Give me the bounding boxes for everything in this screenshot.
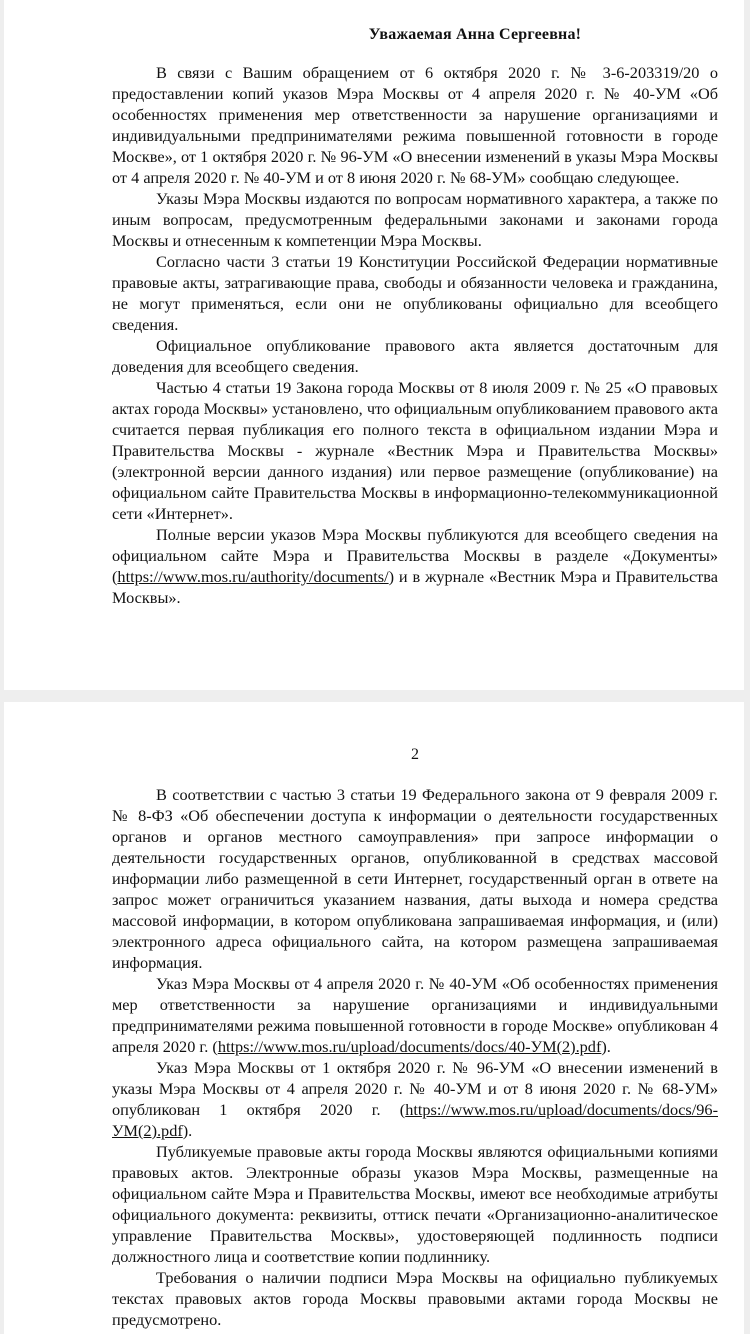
decree-96-link[interactable]: https://www.mos.ru/upload/documents/docs/96-УМ(2).pdf — [112, 1100, 718, 1140]
document-page-1 — [4, 0, 744, 690]
paragraph-decree-96 — [112, 1057, 718, 1141]
paragraph-federal-law: В соответствии с частью 3 статьи 19 Федерального закона от 9 февраля 2009 г. № 8-ФЗ «Об обеспечении доступа к информации о деятельности государственных органов и органов местного самоуправления» при запросе информации о деятельности государственных органов, опубликованной в средствах массовой информации либо размещенной в сети Интернет, государственный орган в ответе на запрос может ограничиться указанием названия, даты выхода и номера средства массовой информации, в котором опубликована запрашиваемая информация, и (или) электронного адреса официального сайта, на котором размещена запрашиваемая информация. — [112, 785, 718, 972]
paragraph-publication: Официальное опубликование правового акта является достаточным для доведения для всеобщего сведения. — [112, 336, 718, 376]
paragraph-moscow-law: Частью 4 статьи 19 Закона города Москвы от 8 июля 2009 г. № 25 «О правовых актах города Москвы» установлено, что официальным опубликованием правового акта считается первая публикация его полного текста в официальном издании Мэра и Правительства Москвы - журнале «Вестник Мэра и Правительства Москвы» (электронной версии данного издания) или первое размещение (опубликование) на официальном сайте Правительства Москвы в информационно-телекоммуникационной сети «Интернет». — [112, 378, 718, 523]
paragraph-signature-requirement: Требования о наличии подписи Мэра Москвы на официально публикуемых текстах правовых актов города Москвы правовыми актами города Москвы не предусмотрено. — [112, 1268, 718, 1329]
decree-96-end: ). — [182, 1121, 193, 1140]
decree-40-text: Указ Мэра Москвы от 4 апреля 2020 г. № 40-УМ «Об особенностях применения мер ответственности за нарушение организациями и индивидуальными предпринимателями режима повышенной готовности в городе Москве» опубликован 4 апреля 2020 г. ( — [112, 974, 718, 1056]
paragraph-official-copies: Публикуемые правовые акты города Москвы являются официальными копиями правовых актов. Электронные образы указов Мэра Москвы, размещенные на официальном сайте Мэра и Правительства Москвы, имеют все необходимые атрибуты официального документа: реквизиты, оттиск печати «Организационно-аналитическое управление Правительства Москвы», удостоверяющей подлинность подписи должностного лица и соответствие копии подлиннику. — [112, 1142, 718, 1266]
salutation: Уважаемая Анна Сергеевна! — [368, 26, 582, 43]
document-page-2 — [4, 702, 744, 1334]
full-versions-text: Полные версии указов Мэра Москвы публикуются для всеобщего сведения на официальном сайте Мэра и Правительства Москвы в разделе «Документы» ( — [112, 525, 718, 586]
paragraph-decrees: Указы Мэра Москвы издаются по вопросам нормативного характера, а также по иным вопросам, предусмотренным федеральными законами и законами города Москвы и отнесенным к компетенции Мэра Москвы. — [112, 189, 718, 250]
decree-96-text: Указ Мэра Москвы от 1 октября 2020 г. № 96-УМ «О внесении изменений в указы Мэра Москвы от 4 апреля 2020 г. № 40-УМ и от 8 июня 2020 г. № 68-УМ» опубликован 1 октября 2020 г. ( — [112, 1058, 718, 1119]
paragraph-request: В связи с Вашим обращением от 6 октября 2020 г. № 3-6-203319/20 о предоставлении копий указов Мэра Москвы от 4 апреля 2020 г. № 40-УМ «Об особенностях применения мер ответственности за нарушение организациями и индивидуальными предпринимателями режима повышенной готовности в городе Москве», от 1 октября 2020 г. № 96-УМ «О внесении изменений в указы Мэра Москвы от 4 апреля 2020 г. № 40-УМ и от 8 июня 2020 г. № 68-УМ» сообщаю следующее. — [112, 63, 718, 187]
page-number: 2 — [411, 746, 419, 763]
decree-40-link[interactable]: https://www.mos.ru/upload/documents/docs/40-УМ(2).pdf — [217, 1037, 602, 1056]
paragraph-decree-40 — [112, 973, 718, 1057]
decree-40-end: ). — [601, 1037, 611, 1056]
full-versions-text-end: ) и в журнале «Вестник Мэра и Правительства Москвы». — [112, 567, 718, 607]
paragraph-full-versions — [112, 524, 718, 608]
documents-link[interactable]: https://www.mos.ru/authority/documents/ — [117, 567, 389, 586]
paragraph-constitution: Согласно части 3 статьи 19 Конституции Российской Федерации нормативные правовые акты, затрагивающие права, свободы и обязанности человека и гражданина, не могут применяться, если они не опубликованы официально для всеобщего сведения. — [112, 252, 718, 334]
